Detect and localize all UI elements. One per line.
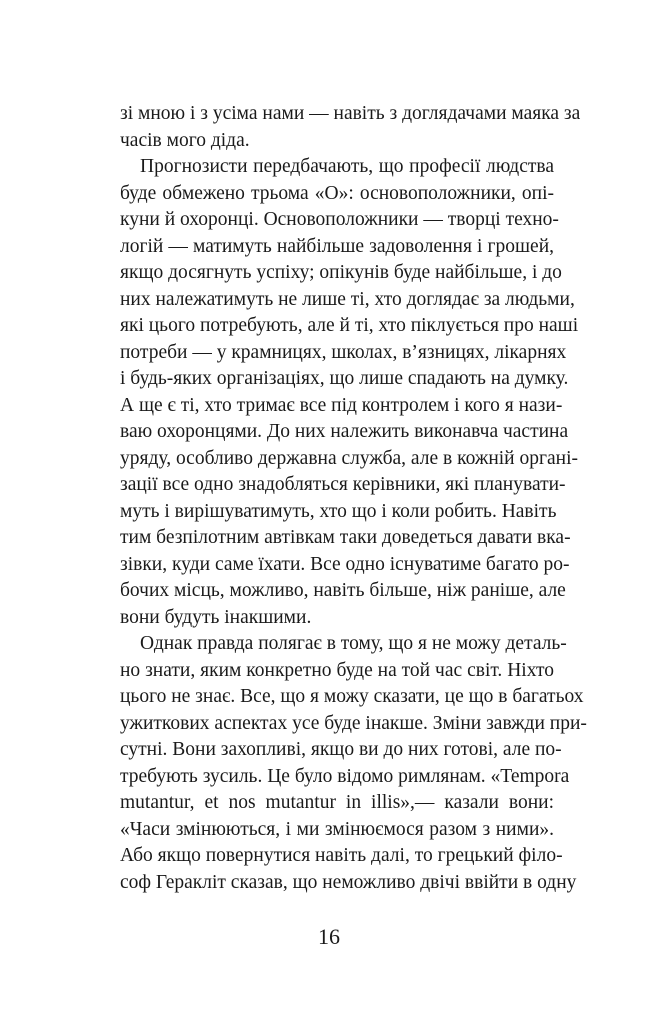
text-line: «Часи змінюються, і ми змінюємося разом з ними». xyxy=(120,818,554,840)
text-line: них належатимуть не лише ті, хто доглядає за людьми, xyxy=(120,288,575,310)
text-line: тим безпілотним автівкам таки доведеться давати вка- xyxy=(120,527,571,548)
text-line: муть і вирішуватимуть, хто що і коли робить. Навіть xyxy=(120,500,557,522)
text-line: зі мною і з усіма нами — навіть з доглядачами маяка за xyxy=(120,103,581,124)
text-line: куни й охоронці. Основоположники — творці техно- xyxy=(120,209,559,230)
text-line: Прогнозисти передбачають, що професії людства xyxy=(140,156,554,177)
page-number: 16 xyxy=(318,924,340,949)
text-line: якщо досягнуть успіху; опікунів буде найбільше, і до xyxy=(120,262,562,283)
text-line: буде обмежено трьома «О»: основоположники, опі- xyxy=(120,182,554,204)
text-line: но знати, яким конкретно буде на той час світ. Ніхто xyxy=(120,659,554,681)
text-line: mutantur, et nos mutantur in illis»,— казали вони: xyxy=(120,792,554,813)
text-line: часів мого діда. xyxy=(120,129,250,151)
text-line: ваю охоронцями. До них належить виконавча частина xyxy=(120,421,569,442)
text-line: які цього потребують, але й ті, хто піклується про наші xyxy=(120,315,579,336)
text-line: цього не знає. Все, що я можу сказати, це що в багатьох xyxy=(120,686,584,707)
text-line: Однак правда полягає в тому, що я не можу деталь- xyxy=(140,633,567,654)
text-line: Або якщо повернутися навіть далі, то грецький філо- xyxy=(120,845,563,866)
text-line: требують зусиль. Це було відомо римлянам. «Tempora xyxy=(120,765,570,787)
text-line: сутні. Вони захопливі, якщо ви до них готові, але по- xyxy=(120,739,562,760)
text-line: логій — матимуть найбільше задоволення і грошей, xyxy=(120,235,554,257)
text-line: зації все одно знадобляться керівники, які планувати- xyxy=(120,474,566,495)
text-line: вони будуть інакшими. xyxy=(120,606,312,628)
text-line: зівки, куди саме їхати. Все одно існуватиме багато ро- xyxy=(120,553,570,575)
text-line: потреби — у крамницях, школах, в’язницях, лікарнях xyxy=(120,341,567,363)
text-line: соф Геракліт сказав, що неможливо двічі ввійти в одну xyxy=(120,871,577,893)
text-line: і будь-яких організаціях, що лише спадають на думку. xyxy=(120,368,569,389)
text-line: А ще є ті, хто тримає все під контролем і кого я нази- xyxy=(120,394,563,416)
text-line: бочих місць, можливо, навіть більше, ніж раніше, але xyxy=(120,580,566,601)
text-line: ужиткових аспектах усе буде інакше. Зміни завжди при- xyxy=(120,712,587,734)
body-text xyxy=(120,101,587,896)
text-line: уряду, особливо державна служба, але в кожній органі- xyxy=(120,447,578,469)
